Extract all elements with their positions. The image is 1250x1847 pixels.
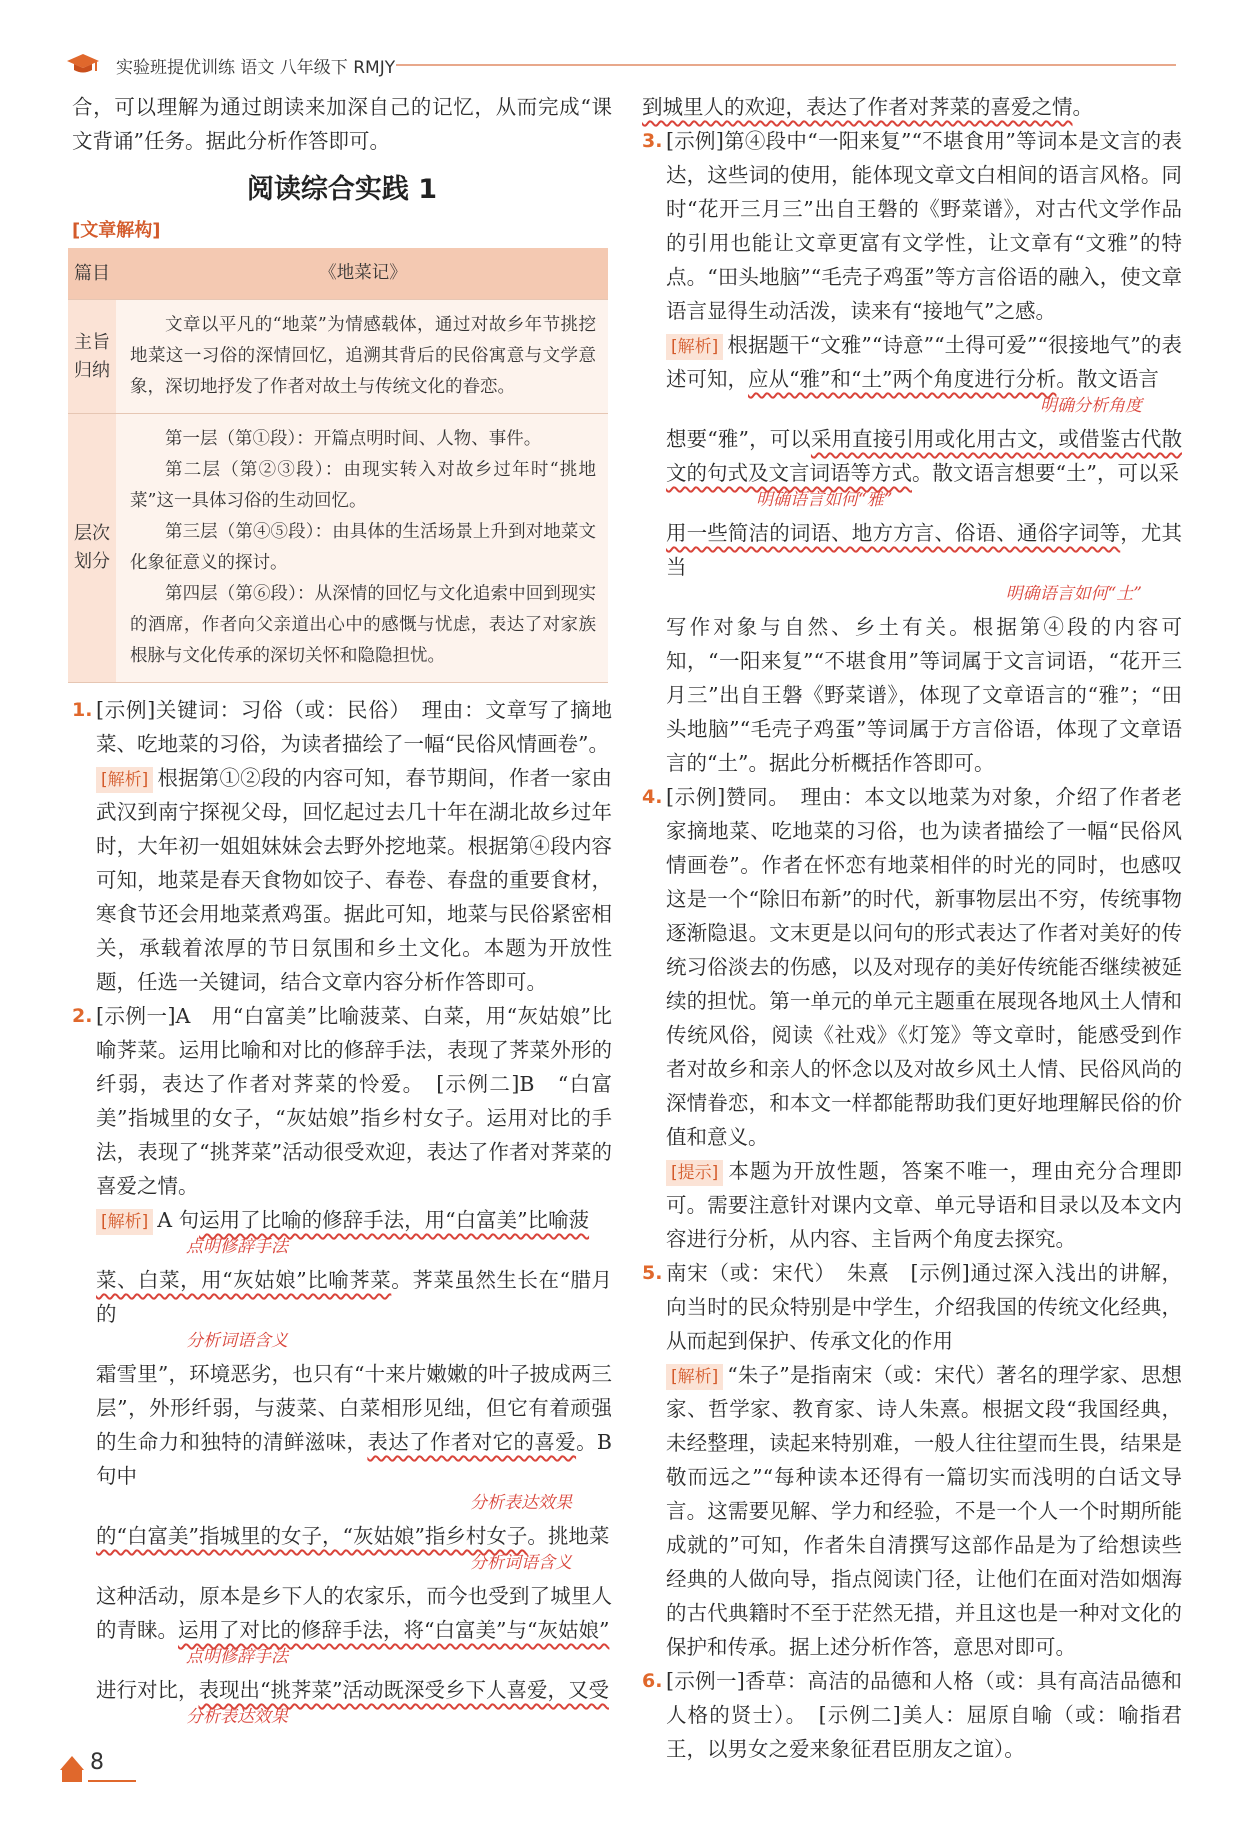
layer-item: 第二层（第②③段）：由现实转入对故乡过年时“挑地菜”这一具体习俗的生动回忆。 xyxy=(130,460,596,511)
answer-body: 美人：屈原自喻（或：喻指君王，以男女之爱来象征君臣朋友之谊）。 xyxy=(666,1703,1183,1761)
section-title: 阅读综合实践 1 xyxy=(246,174,438,205)
analysis-text xyxy=(96,1673,612,1707)
analysis-text xyxy=(96,1357,612,1493)
question-2 xyxy=(72,999,612,1729)
analysis-text xyxy=(96,1203,612,1237)
table-row xyxy=(68,248,608,300)
marked-text: 应从“雅”和“土”两个角度进行分析 xyxy=(748,367,1057,391)
marked-text: 运用了对比的修辞手法，将“白富美”与“灰姑娘” xyxy=(178,1618,610,1642)
answer-body: A 用“白富美”比喻菠菜、白菜，用“灰姑娘”比喻荠菜。运用比喻和对比的修辞手法，表现了荠菜外形的纤弱，表达了作者对荠菜的怜爱。 xyxy=(96,1004,612,1096)
table-title: 《地菜记》 xyxy=(116,248,608,300)
marked-text: 采用直接引用或化用古文，或借鉴古代散文的句式及文言词语等方式 xyxy=(666,427,1182,485)
analysis-body: A 句 xyxy=(157,1208,200,1232)
handwritten-note: 分析词语含义 xyxy=(470,1553,572,1573)
answer-body: 香草：高洁的品德和人格（或：具有高洁品德和人格的贤士）。 xyxy=(666,1669,1182,1727)
handwritten-note: 明确分析角度 xyxy=(1040,396,1142,416)
question-number: 1. xyxy=(72,699,93,721)
question-6 xyxy=(642,1664,1182,1766)
analysis-tag: [ 解析 ] xyxy=(666,1364,723,1390)
page-arrow-icon xyxy=(62,1768,82,1782)
analysis-text xyxy=(96,761,612,999)
analysis-tag: [ 解析 ] xyxy=(96,1209,153,1235)
answer-body: 通过深入浅出的讲解，向当时的民众特别是中学生，介绍我国的传统文化经典，从而起到保护、传承文化的作用 xyxy=(666,1261,1183,1353)
question-number: 5. xyxy=(642,1262,663,1284)
analysis-body: 这种活动，原本是乡下人的农家乐，而今也受到了城里人的青睐。 xyxy=(96,1584,612,1642)
section-label: [ 文章解构 ] xyxy=(72,216,612,246)
analysis-body: 进行对比， xyxy=(96,1678,199,1702)
marked-text: 运用了比喻的修辞手法，用“白富美”比喻菠 xyxy=(199,1208,590,1232)
example-label: [ 示例二 ] xyxy=(436,1072,519,1096)
tip-text xyxy=(666,1154,1182,1256)
answer-text xyxy=(666,1664,1182,1766)
answer-body: 关键词：习俗（或：民俗） 理由：文章写了摘地菜、吃地菜的习俗，为读者描绘了一幅“民俗风情画卷”。 xyxy=(96,698,613,756)
answer-text xyxy=(96,693,612,761)
page-number-text: 8 xyxy=(90,1750,104,1775)
layers-cell xyxy=(116,414,608,683)
header-title: 实验班提优训练 语文 八年级下 RMJY xyxy=(116,58,396,78)
answer-body: 第④段中“一阳来复”“不堪食用”等词本是文言的表达，这些词的使用，能体现文章文白相间的语言风格。同时“花开三月三”出自王磐的《野菜谱》，对古代文学作品的引用也能让文章更富有文学性，让文章有“文雅”的特点。“田头地脑”“毛壳子鸡蛋”等方言俗语的融入，使文章语言显得生动活泼，读来有“接地气”之感。 xyxy=(666,129,1183,323)
example-label: [ 示例二 ] xyxy=(819,1703,901,1727)
example-label: [ 示例 ] xyxy=(666,129,724,153)
table-key: 层次划分 xyxy=(68,414,116,683)
marked-text: 用一些简洁的词语、地方方言、俗语、通俗字词等 xyxy=(666,521,1121,545)
table-row xyxy=(68,414,608,683)
tip-tag: [ 提示 ] xyxy=(666,1160,723,1186)
analysis-body: 。 xyxy=(1072,95,1093,119)
analysis-text xyxy=(666,516,1182,584)
analysis-tag: [ 解析 ] xyxy=(666,334,723,360)
handwritten-note: 明确语言如何“雅” xyxy=(756,490,893,510)
handwritten-note: 分析词语含义 xyxy=(186,1331,288,1351)
handwritten-note: 分析表达效果 xyxy=(470,1493,572,1513)
example-label: [ 示例 ] xyxy=(96,698,155,722)
answer-body: 南宋（或：宋代） 朱熹 xyxy=(666,1261,911,1285)
example-label: [ 示例一 ] xyxy=(96,1004,175,1028)
marked-text: 菜、白菜，用“灰姑娘”比喻荠菜 xyxy=(96,1268,392,1292)
answer-text xyxy=(666,1256,1182,1358)
analysis-body: 想要“雅”，可以 xyxy=(666,427,811,451)
analysis-text xyxy=(666,1358,1182,1664)
marked-text: 表达了作者对它的喜爱 xyxy=(367,1430,577,1454)
analysis-body: 。散文语言想要“土”，可以采 xyxy=(912,461,1179,485)
analysis-text xyxy=(666,328,1182,396)
graduation-cap-icon xyxy=(66,52,100,76)
question-number: 4. xyxy=(642,786,663,808)
answer-text xyxy=(666,780,1182,1154)
handwritten-note: 点明修辞手法 xyxy=(186,1237,288,1257)
table-key: 主旨归纳 xyxy=(68,300,116,414)
analysis-text xyxy=(642,90,1182,124)
analysis-body: 。挑地菜 xyxy=(527,1524,610,1548)
analysis-body: 。荠菜虽然生长在“腊月的 xyxy=(96,1268,612,1326)
question-5 xyxy=(642,1256,1182,1664)
left-column xyxy=(72,90,612,1733)
table-key: 篇目 xyxy=(68,248,116,300)
answer-body: B “白富美”指城里的女子，“灰姑娘”指乡村女子。运用对比的手法，表现了“挑荠菜”活动很受欢迎，表达了作者对荠菜的喜爱之情。 xyxy=(96,1072,613,1198)
theme-text: 文章以平凡的“地菜”为情感载体，通过对故乡年节挑挖地菜这一习俗的深情回忆，追溯其背后的民俗寓意与文学意象，深切地抒发了作者对故土与传统文化的眷恋。 xyxy=(130,315,596,397)
structure-table xyxy=(68,248,608,683)
analysis-text xyxy=(96,1263,612,1331)
right-column xyxy=(642,90,1182,1766)
question-1 xyxy=(72,693,612,999)
page-header xyxy=(66,50,1176,80)
intro-paragraph: 合，可以理解为通过朗读来加深自己的记忆，从而完成“课文背诵”任务。据此分析作答即可。 xyxy=(72,95,612,153)
question-4 xyxy=(642,780,1182,1256)
tip-body: 本题为开放性题，答案不唯一，理由充分合理即可。需要注意针对课内文章、单元导语和目录以及本文内容进行分析，从内容、主旨两个角度去探究。 xyxy=(666,1159,1182,1251)
layer-item: 第三层（第④⑤段）：由具体的生活场景上升到对地菜文化象征意义的探讨。 xyxy=(130,522,596,573)
handwritten-note: 分析表达效果 xyxy=(186,1707,288,1727)
marked-text: 到城里人的欢迎，表达了作者对荠菜的喜爱之情 xyxy=(642,95,1073,119)
example-label: [ 示例 ] xyxy=(911,1261,970,1285)
table-row xyxy=(68,300,608,414)
analysis-tag: [ 解析 ] xyxy=(96,767,153,793)
page-number xyxy=(60,1750,130,1784)
answer-text xyxy=(666,124,1182,328)
header-rule xyxy=(396,64,1176,66)
analysis-text: 写作对象与自然、乡土有关。根据第④段的内容可知，“一阳来复”“不堪食用”等词属于文言词语，“花开三月三”出自王磐《野菜谱》，体现了文章语言的“雅”；“田头地脑”“毛壳子鸡蛋”等词属于方言俗语，体现了文章语言的“土”。据此分析概括作答即可。 xyxy=(666,615,1182,775)
theme-cell xyxy=(116,300,608,414)
analysis-body: 。B 句中 xyxy=(96,1430,612,1488)
marked-text: 表现出“挑荠菜”活动既深受乡下人喜爱，又受 xyxy=(198,1678,609,1702)
answer-body: 赞同。 理由：本文以地菜为对象，介绍了作者老家摘地菜、吃地菜的习俗，也为读者描绘了一幅“民俗风情画卷”。作者在怀恋有地菜相伴的时光的同时，也感叹这是一个“除旧布新”的时代，新事物层出不穷，传统事物逐渐隐退。文末更是以问句的形式表达了作者对美好的传统习俗淡去的伤感，以及对现存的美好传统能否继续被延续的担忧。第一单元的单元主题重在展现各地风土人情和传统风俗，阅读《社戏》《灯笼》等文章时，能感受到作者对故乡和亲人的怀念以及对故乡风土人情、民俗风尚的深情眷恋，和本文一样都能帮助我们更好地理解民俗的价值和意义。 xyxy=(666,785,1183,1149)
analysis-body: “朱子”是指南宋（或：宋代）著名的理学家、思想家、哲学家、教育家、诗人朱熹。根据文段“我国经典，未经整理，读起来特别难，一般人往往望而生畏，结果是敬而远之”“每种读本还得有一篇切实而浅明的白话文导言。这需要见解、学力和经验，不是一个人一个时期所能成就的”可知，作者朱自清撰写这部作品是为了给想读些经典的人做向导，指点阅读门径，让他们在面对浩如烟海的古代典籍时不至于茫然无措，并且这也是一种对文化的保护和传承。据上述分析作答，意思对即可。 xyxy=(666,1363,1182,1659)
question-number: 6. xyxy=(642,1670,663,1692)
layer-item: 第四层（第⑥段）：从深情的回忆与文化追索中回到现实的酒席，作者向父亲道出心中的感慨与忧虑，表达了对家族根脉与文化传承的深切关怀和隐隐担忧。 xyxy=(130,584,596,666)
analysis-body: 根据题干“文雅”“诗意”“土得可爱”“很接地气”的表述可知， xyxy=(666,333,1182,391)
analysis-text xyxy=(96,1519,612,1553)
example-label: [ 示例 ] xyxy=(666,785,725,809)
analysis-text xyxy=(96,1579,612,1647)
question-number: 2. xyxy=(72,1005,93,1027)
analysis-text xyxy=(666,422,1182,490)
example-label: [ 示例一 ] xyxy=(666,1669,745,1693)
layer-item: 第一层（第①段）：开篇点明时间、人物、事件。 xyxy=(165,429,542,449)
question-number: 3. xyxy=(642,130,663,152)
question-3 xyxy=(642,124,1182,780)
marked-text: 的“白富美”指城里的女子，“灰姑娘”指乡村女子 xyxy=(96,1524,528,1548)
analysis-body: 根据第①②段的内容可知，春节期间，作者一家由武汉到南宁探视父母，回忆起过去几十年在湖北故乡过年时，大年初一姐姐妹妹会去野外挖地菜。根据第④段内容可知，地菜是春天食物如饺子、春卷、春盘的重要食材，寒食节还会用地菜煮鸡蛋。据此可知，地菜与民俗紧密相关，承载着浓厚的节日氛围和乡土文化。本题为开放性题，任选一关键词，结合文章内容分析作答即可。 xyxy=(96,766,612,994)
page-number-rule xyxy=(88,1780,136,1782)
handwritten-note: 明确语言如何“土” xyxy=(1005,584,1142,604)
analysis-body: 。散文语言 xyxy=(1056,367,1159,391)
analysis-body: ，尤其当 xyxy=(666,521,1183,579)
analysis-body: 霜雪里”，环境恶劣，也只有“十来片嫩嫩的叶子披成两三层”，外形纤弱，与菠菜、白菜相形见绌，但它有着顽强的生命力和独特的清鲜滋味， xyxy=(96,1362,612,1454)
answer-text xyxy=(96,999,612,1203)
handwritten-note: 点明修辞手法 xyxy=(186,1647,288,1667)
